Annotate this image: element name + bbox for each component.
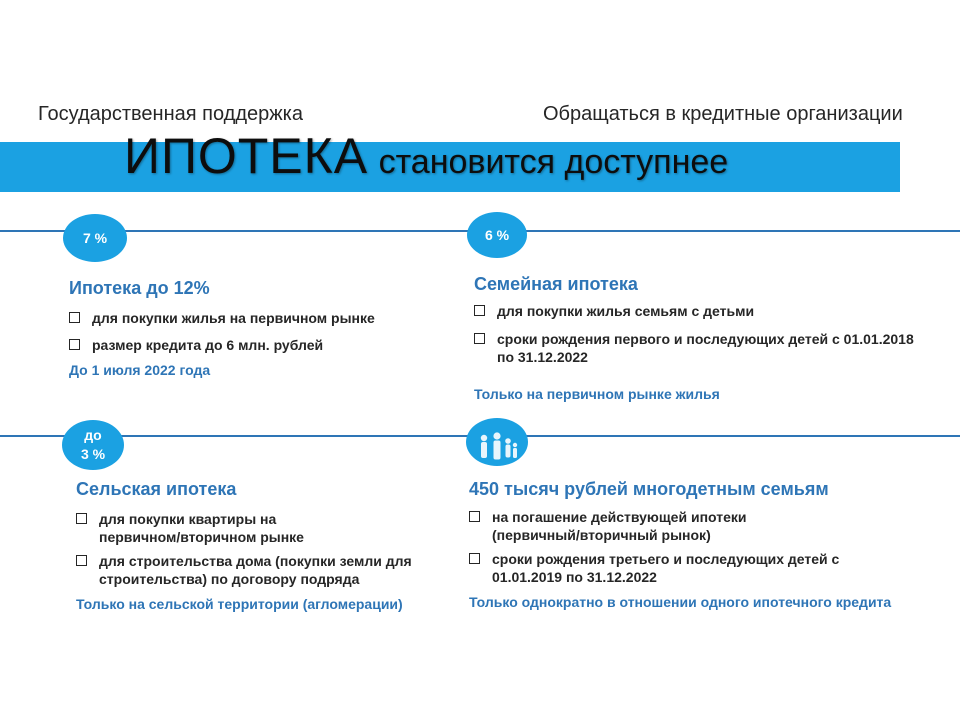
checkbox-bullet-icon [76, 555, 87, 566]
list-item-text: сроки рождения первого и последующих детей с 01.01.2018 по 31.12.2022 [497, 331, 914, 365]
list-item-text: на погашение действующей ипотеки (первичный/вторичный рынок) [492, 509, 747, 543]
page-title [124, 127, 728, 185]
block-note: Только однократно в отношении одного ипотечного кредита [469, 594, 892, 610]
checkbox-bullet-icon [469, 553, 480, 564]
family-silhouette-icon [475, 432, 519, 466]
rate-badge-7: 7 % [63, 214, 127, 262]
subtitle-left: Государственная поддержка [38, 103, 303, 125]
title-sub: становится доступнее [378, 143, 729, 181]
list-item [76, 552, 446, 588]
block-heading-rural-mortgage: Сельская ипотека [76, 479, 237, 499]
badge-line: 3 % [80, 446, 106, 462]
list-item-text: размер кредита до 6 млн. рублей [92, 337, 324, 353]
checkbox-bullet-icon [69, 339, 80, 350]
list-item-text: сроки рождения третьего и последующих детей с 01.01.2019 по 31.12.2022 [492, 551, 840, 585]
block-heading-mortgage-12: Ипотека до 12% [69, 278, 210, 298]
list-item [69, 309, 429, 327]
block-heading-large-families: 450 тысяч рублей многодетным семьям [469, 479, 829, 499]
list-item [76, 510, 446, 546]
list-item-text: для покупки жилья на первичном рынке [92, 310, 375, 326]
list-item-text: для покупки квартиры на первичном/вторичном рынке [99, 511, 304, 545]
block-note: Только на сельской территории (агломерации) [76, 596, 403, 612]
checkbox-bullet-icon [69, 312, 80, 323]
list-item [474, 302, 914, 320]
rate-badge-3 [62, 420, 124, 470]
list-item-text: для строительства дома (покупки земли для строительства) по договору подряда [99, 553, 412, 587]
block-heading-family-mortgage: Семейная ипотека [474, 274, 638, 294]
block-note: До 1 июля 2022 года [69, 362, 211, 378]
subtitle-right: Обращаться в кредитные организации [543, 103, 903, 125]
list-item [474, 330, 914, 366]
family-icon [466, 418, 528, 466]
checkbox-bullet-icon [474, 305, 485, 316]
title-main: ИПОТЕКА [124, 128, 369, 184]
list-item [469, 550, 889, 586]
checkbox-bullet-icon [469, 511, 480, 522]
list-item [469, 508, 889, 544]
block-note: Только на первичном рынке жилья [474, 386, 720, 402]
list-item-text: для покупки жилья семьям с детьми [497, 303, 755, 319]
rate-badge-6: 6 % [467, 212, 527, 258]
checkbox-bullet-icon [474, 333, 485, 344]
checkbox-bullet-icon [76, 513, 87, 524]
list-item [69, 336, 429, 354]
badge-line: до [84, 427, 102, 443]
